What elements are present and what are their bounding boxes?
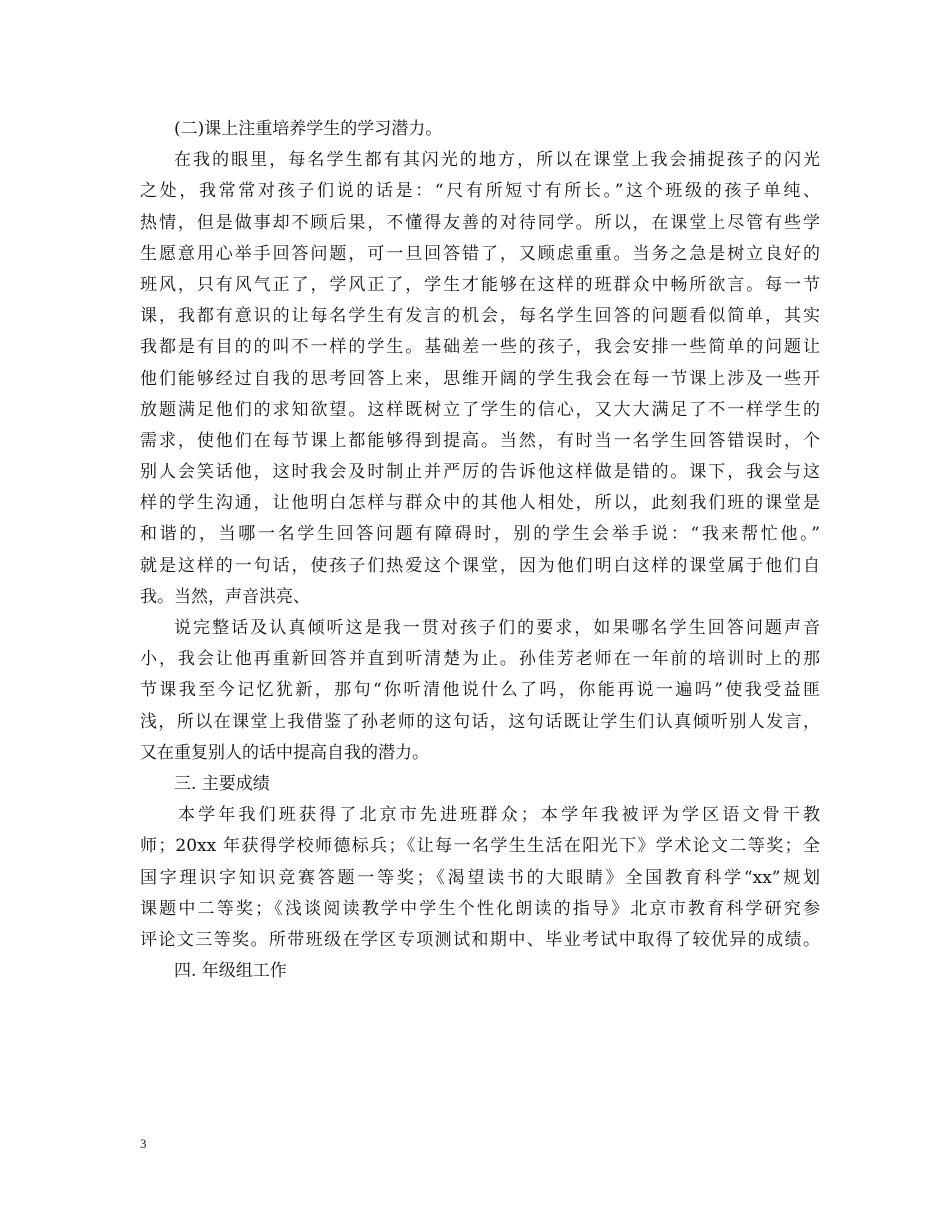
text-line: 评论文三等奖。所带班级在学区专项测试和期中、毕业考试中取得了较优异的成绩。 bbox=[140, 929, 820, 950]
text-line: 就是这样的一句话，使孩子们热爱这个课堂，因为他们明白这样的课堂属于他们自 bbox=[140, 555, 820, 576]
text-line: 我。当然，声音洪亮、 bbox=[140, 586, 310, 607]
text-line: 说完整话及认真倾听这是我一贯对孩子们的要求，如果哪名学生回答问题声音 bbox=[174, 618, 820, 638]
text-line: 样的学生沟通，让他明白怎样与群众中的其他人相处，所以，此刻我们班的课堂是 bbox=[140, 493, 820, 514]
text-line: 小，我会让他再重新回答并直到听清楚为止。孙佳芳老师在一年前的培训时上的那 bbox=[140, 649, 820, 670]
page-number: 3 bbox=[140, 1136, 147, 1151]
text-line: 别人会笑话他，这时我会及时制止并严厉的告诉他这样做是错的。课下，我会与这 bbox=[140, 462, 820, 483]
text-line: 在我的眼里，每名学生都有其闪光的地方，所以在课堂上我会捕捉孩子的闪光 bbox=[174, 150, 820, 171]
text-line: 班风，只有风气正了，学风正了，学生才能够在这样的班群众中畅所欲言。每一节 bbox=[140, 274, 820, 295]
text-line: 浅，所以在课堂上我借鉴了孙老师的这句话，这句话既让学生们认真倾听别人发言， bbox=[140, 711, 820, 732]
text-line: 之处，我常常对孩子们说的话是：“尺有所短寸有所长。”这个班级的孩子单纯、 bbox=[140, 181, 820, 202]
text-line: 我都是有目的的叫不一样的学生。基础差一些的孩子，我会安排一些简单的问题让 bbox=[140, 337, 820, 358]
text-line: 四. 年级组工作 bbox=[174, 961, 287, 982]
text-line: (二)课上注重培养学生的学习潜力。 bbox=[174, 119, 443, 139]
text-line: 课，我都有意识的让每名学生有发言的机会，每名学生回答的问题看似简单，其实 bbox=[140, 306, 820, 327]
text-line: 课题中二等奖；《浅谈阅读教学中学生个性化朗读的指导》北京市教育科学研究参 bbox=[140, 898, 820, 919]
text-line: 节课我至今记忆犹新，那句“你听清他说什么了吗，你能再说一遍吗”使我受益匪 bbox=[140, 680, 820, 701]
text-line: 和谐的，当哪一名学生回答问题有障碍时，别的学生会举手说：“我来帮忙他。” bbox=[140, 524, 820, 545]
text-line: 生愿意用心举手回答问题，可一旦回答错了，又顾虑重重。当务之急是树立良好的 bbox=[140, 243, 820, 264]
text-line: 他们能够经过自我的思考回答上来，思维开阔的学生我会在每一节课上涉及一些开 bbox=[140, 368, 820, 389]
text-line: 本学年我们班获得了北京市先进班群众；本学年我被评为学区语文骨干教 bbox=[178, 805, 820, 826]
text-line: 国字理识字知识竞赛答题一等奖；《渴望读书的大眼睛》全国教育科学“xx”规划 bbox=[140, 867, 820, 888]
document-body bbox=[140, 114, 820, 987]
text-line: 又在重复别人的话中提高自我的潜力。 bbox=[140, 742, 429, 763]
text-line: 三. 主要成绩 bbox=[174, 773, 270, 794]
text-line: 热情，但是做事却不顾后果，不懂得友善的对待同学。所以，在课堂上尽管有些学 bbox=[140, 212, 820, 233]
text-line: 师；20xx 年获得学校师德标兵；《让每一名学生生活在阳光下》学术论文二等奖；全 bbox=[140, 836, 820, 857]
text-line: 放题满足他们的求知欲望。这样既树立了学生的信心，又大大满足了不一样学生的 bbox=[140, 399, 820, 420]
text-line: 需求，使他们在每节课上都能够得到提高。当然，有时当一名学生回答错误时，个 bbox=[140, 430, 820, 451]
